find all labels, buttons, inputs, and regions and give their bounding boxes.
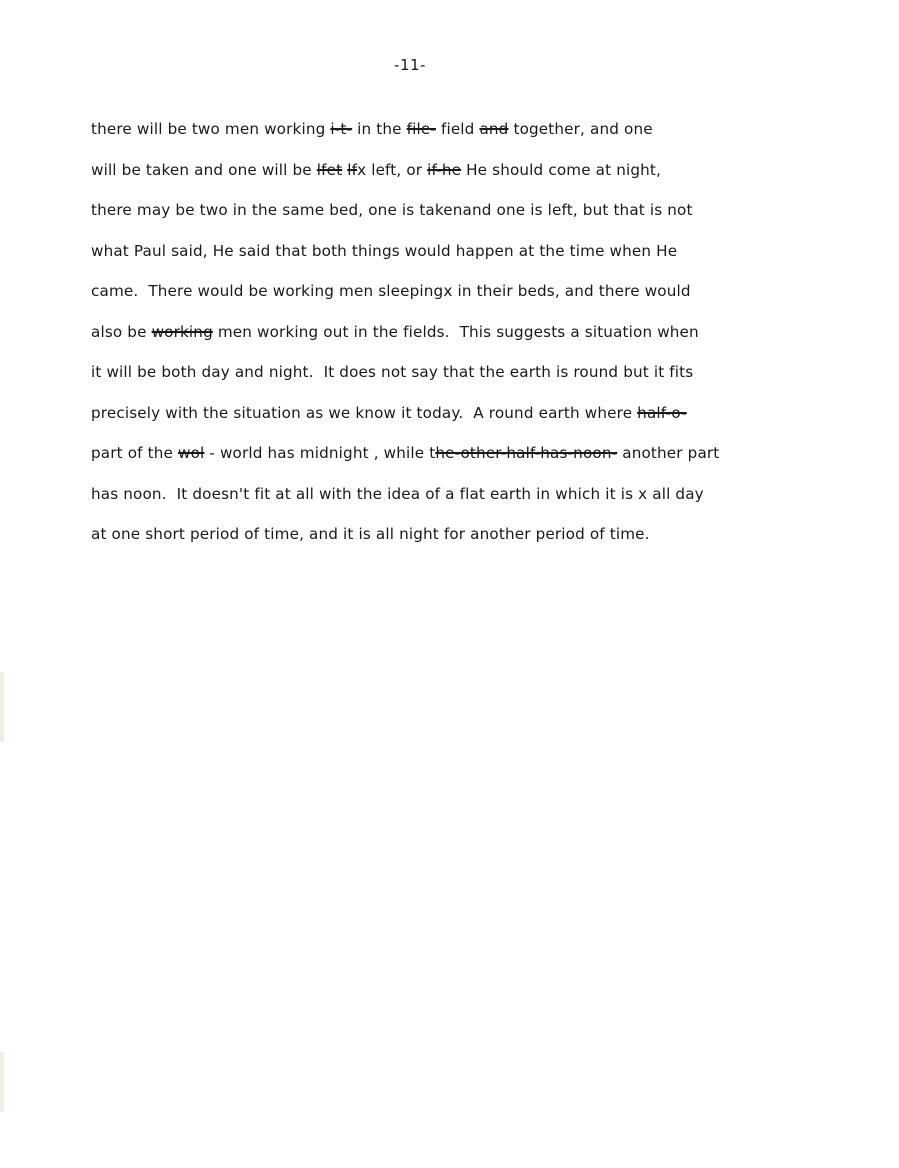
- text-run: another part: [617, 444, 720, 462]
- text-line: [91, 360, 831, 401]
- text-run: - world has midnight , while t: [204, 444, 436, 462]
- struck-text: wol: [178, 444, 205, 462]
- text-line: [91, 522, 831, 563]
- text-run: there may be two in the same bed, one is takenand one is left, but that is not: [91, 201, 693, 219]
- text-line: [91, 320, 831, 361]
- text-line: [91, 239, 831, 280]
- text-run: also be: [91, 322, 152, 341]
- text-line: [91, 117, 831, 158]
- struck-text: file-: [406, 120, 436, 138]
- text-line: [91, 158, 831, 199]
- text-run: has noon. It doesn't fit at all with the idea of a flat earth in which it is x all day: [91, 484, 704, 503]
- text-run: in the: [352, 120, 407, 138]
- text-line: [91, 482, 831, 523]
- struck-text: i-t-: [330, 120, 353, 138]
- text-run: x left, or: [357, 160, 428, 179]
- text-line: [91, 198, 831, 239]
- struck-text: he-other-half-has-noon-: [435, 444, 618, 462]
- text-line: [91, 401, 831, 442]
- text-line: [91, 279, 831, 320]
- text-run: what Paul said, He said that both things would happen at the time when He: [91, 241, 678, 260]
- text-run: there will be two men working: [91, 120, 331, 138]
- text-run: part of the: [91, 444, 178, 462]
- text-run: at one short period of time, and it is all night for another period of time.: [91, 525, 650, 543]
- struck-text: lf: [347, 160, 358, 179]
- text-line: [91, 441, 831, 482]
- text-run: together, and one: [508, 120, 653, 138]
- text-run: men working out in the fields. This suggests a situation when: [212, 322, 699, 341]
- struck-text: lfet: [316, 160, 343, 179]
- page-edge-mark: [0, 672, 4, 742]
- text-run: He should come at night,: [461, 160, 662, 179]
- text-run: came. There would be working men sleepingx in their beds, and there would: [91, 282, 691, 300]
- text-run: field: [435, 120, 480, 138]
- page-number: -11-: [394, 56, 426, 74]
- struck-text: half-o-: [637, 403, 687, 422]
- page-edge-mark: [0, 1052, 4, 1112]
- text-run: it will be both day and night. It does not say that the earth is round but it fits: [91, 363, 694, 381]
- text-run: will be taken and one will be: [91, 160, 317, 179]
- struck-text: working: [151, 322, 213, 341]
- body-text: [91, 117, 831, 563]
- struck-text: and: [479, 120, 509, 138]
- struck-text: if-he: [427, 160, 462, 179]
- text-run: precisely with the situation as we know it today. A round earth where: [91, 403, 638, 422]
